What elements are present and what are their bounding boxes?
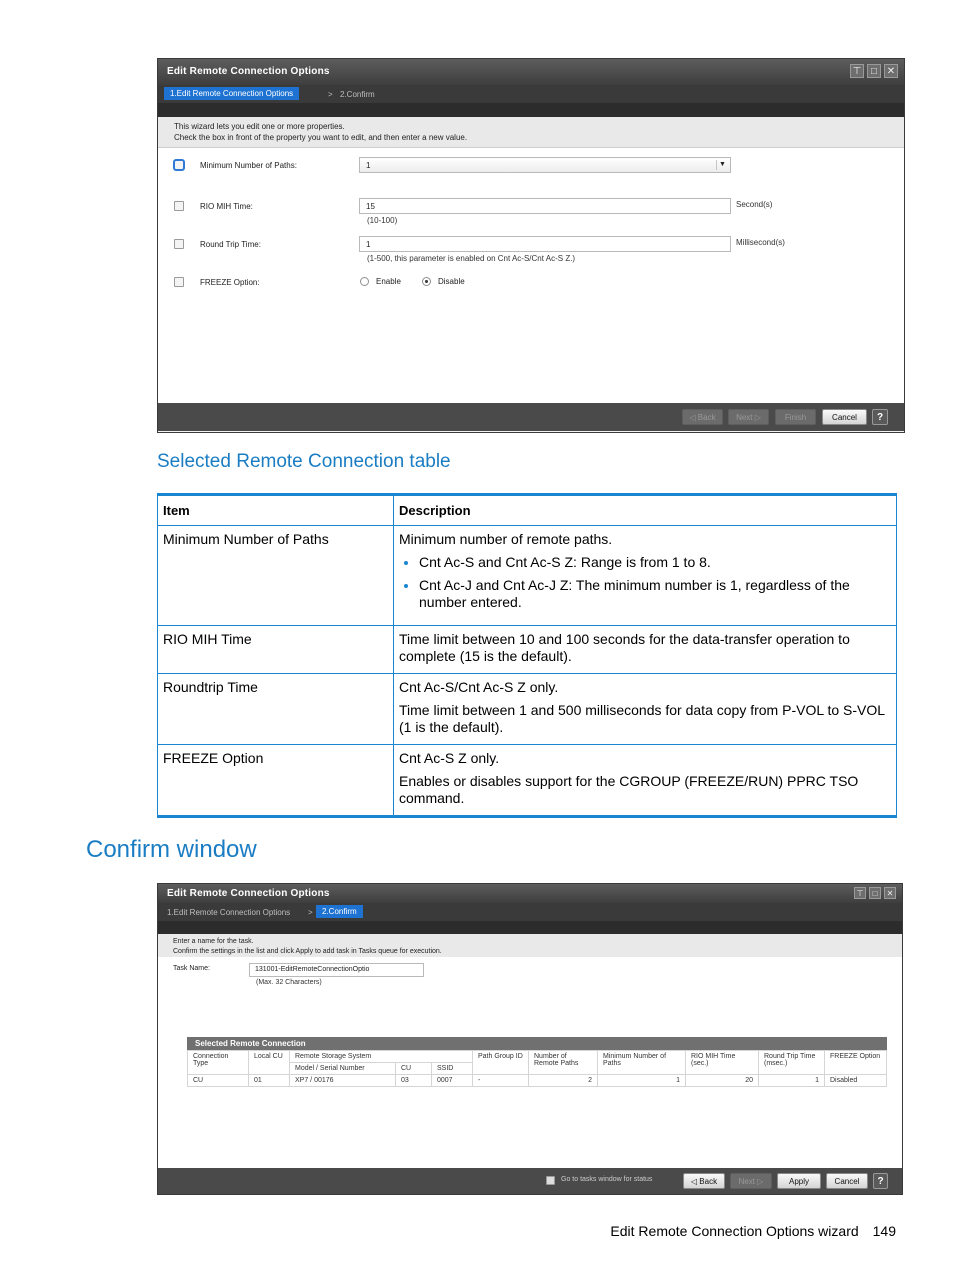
rtt-input[interactable]: 1 (359, 236, 731, 252)
dialog-title: Edit Remote Connection Options (167, 66, 330, 77)
task-name-input[interactable]: 131001-EditRemoteConnectionOptio (249, 963, 424, 977)
col-freeze: FREEZE Option (825, 1051, 887, 1075)
step-separator: > (308, 908, 313, 917)
next-button[interactable]: Next ▷ (730, 1173, 772, 1189)
cancel-button[interactable]: Cancel (826, 1173, 868, 1189)
step-separator: > (328, 90, 333, 99)
row-item: FREEZE Option (158, 745, 394, 817)
description-line: Time limit between 10 and 100 seconds for the data-transfer operation to complete (15 is the default). (399, 631, 850, 664)
confirm-dialog (157, 883, 903, 1195)
col-number-of-paths: Number of Remote Paths (529, 1051, 598, 1075)
rio-hint: (10-100) (367, 216, 398, 225)
pin-icon[interactable]: ⊤ (854, 887, 866, 899)
next-button[interactable]: Next ▷ (728, 409, 769, 425)
col-model-serial: Model / Serial Number (290, 1063, 396, 1075)
cell-min-paths: 1 (598, 1075, 686, 1087)
help-button[interactable]: ? (872, 409, 888, 425)
freeze-label: FREEZE Option: (200, 278, 260, 287)
rtt-label: Round Trip Time: (200, 240, 261, 249)
intro-line-2: Confirm the settings in the list and click Apply to add task in Tasks queue for execution. (173, 948, 442, 955)
rtt-checkbox[interactable] (174, 239, 184, 249)
description-table (157, 493, 897, 818)
col-ssid: SSID (432, 1063, 473, 1075)
col-remote-storage: Remote Storage System (290, 1051, 473, 1063)
rtt-hint: (1-500, this parameter is enabled on Cnt Ac-S/Cnt Ac-S Z.) (367, 254, 576, 263)
min-paths-label: Minimum Number of Paths: (200, 161, 297, 170)
dialog-titlebar (158, 59, 904, 85)
table-row (158, 626, 897, 674)
go-to-tasks-checkbox[interactable] (546, 1176, 555, 1185)
page-footer (610, 1223, 896, 1239)
description-line: Time limit between 1 and 500 milliseconds for data copy from P-VOL to S-VOL (1 is the default). (399, 702, 885, 735)
col-rio: RIO MIH Time (sec.) (686, 1051, 759, 1075)
wizard-intro (158, 117, 904, 148)
col-rtt: Round Trip Time (msec.) (759, 1051, 825, 1075)
min-paths-select[interactable] (359, 157, 731, 173)
step-confirm: 2.Confirm (316, 905, 363, 918)
freeze-checkbox[interactable] (174, 277, 184, 287)
back-button[interactable]: ◁ Back (683, 1173, 725, 1189)
rio-input[interactable]: 15 (359, 198, 731, 214)
table-row (158, 745, 897, 817)
maximize-icon[interactable]: □ (869, 887, 881, 899)
row-item: RIO MIH Time (158, 626, 394, 674)
cell-model-serial: XP7 / 00176 (290, 1075, 396, 1087)
edit-options-dialog (157, 58, 905, 433)
row-item: Minimum Number of Paths (158, 526, 394, 626)
cell-freeze: Disabled (825, 1075, 887, 1087)
cell-number-of-paths: 2 (529, 1075, 598, 1087)
wizard-form (158, 148, 904, 403)
step-edit: 1.Edit Remote Connection Options (164, 87, 299, 100)
dialog-footer (158, 1168, 902, 1194)
cell-local-cu: 01 (249, 1075, 290, 1087)
cell-path-group: - (473, 1075, 529, 1087)
dialog-titlebar (158, 884, 902, 903)
col-local-cu: Local CU (249, 1051, 290, 1075)
intro-line-2: Check the box in front of the property you want to edit, and then enter a new value. (174, 133, 468, 142)
apply-button[interactable]: Apply (777, 1173, 821, 1189)
selected-connection-table (187, 1050, 887, 1087)
task-name-hint: (Max. 32 Characters) (256, 979, 322, 986)
go-to-tasks-label: Go to tasks window for status (561, 1176, 653, 1183)
back-button[interactable]: ◁ Back (682, 409, 723, 425)
page-number: 149 (872, 1223, 896, 1239)
description-bullets (399, 554, 891, 611)
intro-line-1: This wizard lets you edit one or more properties. (174, 122, 345, 131)
dialog-footer (158, 403, 904, 431)
finish-button[interactable]: Finish (775, 409, 816, 425)
maximize-icon[interactable]: □ (867, 64, 881, 78)
row-description (394, 626, 897, 674)
rio-checkbox[interactable] (174, 201, 184, 211)
col-cu: CU (396, 1063, 432, 1075)
dialog-title: Edit Remote Connection Options (167, 888, 330, 899)
description-line: Enables or disables support for the CGROUP (FREEZE/RUN) PPRC TSO command. (399, 773, 859, 806)
footer-title: Edit Remote Connection Options wizard (610, 1223, 859, 1239)
freeze-disable-label: Disable (438, 277, 465, 286)
col-min-paths: Minimum Number of Paths (598, 1051, 686, 1075)
row-description (394, 526, 897, 626)
rtt-unit: Millisecond(s) (736, 238, 785, 247)
close-icon[interactable]: ✕ (884, 887, 896, 899)
rio-unit: Second(s) (736, 200, 773, 209)
cell-cu: 03 (396, 1075, 432, 1087)
freeze-enable-radio[interactable] (360, 277, 369, 286)
description-line: Minimum number of remote paths. (399, 531, 613, 547)
task-name-label: Task Name: (173, 965, 210, 972)
cell-rtt: 1 (759, 1075, 825, 1087)
bullet-item: • Cnt Ac-S and Cnt Ac-S Z: Range is from 1 to 8. (419, 554, 891, 571)
close-icon[interactable]: ✕ (884, 64, 898, 78)
wizard-steps (158, 903, 902, 921)
table-row (158, 674, 897, 745)
col-connection-type: Connection Type (188, 1051, 249, 1075)
chevron-down-icon: ▼ (716, 160, 728, 170)
table-row (158, 526, 897, 626)
section-heading: Selected Remote Connection table (157, 451, 451, 472)
table-row[interactable] (188, 1075, 887, 1087)
cell-rio: 20 (686, 1075, 759, 1087)
cell-ssid: 0007 (432, 1075, 473, 1087)
bullet-item: • Cnt Ac-J and Cnt Ac-J Z: The minimum number is 1, regardless of the number entered. (419, 577, 891, 611)
row-item: Roundtrip Time (158, 674, 394, 745)
cancel-button[interactable]: Cancel (822, 409, 867, 425)
row-description (394, 674, 897, 745)
description-line: Cnt Ac-S Z only. (399, 750, 500, 766)
step-edit: 1.Edit Remote Connection Options (167, 908, 291, 917)
pin-icon[interactable]: ⊤ (850, 64, 864, 78)
confirm-heading: Confirm window (86, 836, 257, 863)
wizard-steps (158, 85, 904, 103)
freeze-enable-label: Enable (376, 277, 401, 286)
intro-line-1: Enter a name for the task. (173, 938, 254, 945)
column-header-item: Item (158, 495, 394, 526)
step-confirm: 2.Confirm (340, 90, 375, 99)
col-path-group: Path Group ID (473, 1051, 529, 1075)
help-button[interactable]: ? (873, 1173, 888, 1189)
min-paths-value: 1 (366, 161, 371, 170)
freeze-disable-radio[interactable] (422, 277, 431, 286)
column-header-description: Description (394, 495, 897, 526)
min-paths-checkbox[interactable] (173, 159, 185, 171)
description-line: Cnt Ac-S/Cnt Ac-S Z only. (399, 679, 559, 695)
cell-connection-type: CU (188, 1075, 249, 1087)
row-description (394, 745, 897, 817)
selected-connection-title: Selected Remote Connection (187, 1037, 887, 1050)
rio-label: RIO MIH Time: (200, 202, 253, 211)
